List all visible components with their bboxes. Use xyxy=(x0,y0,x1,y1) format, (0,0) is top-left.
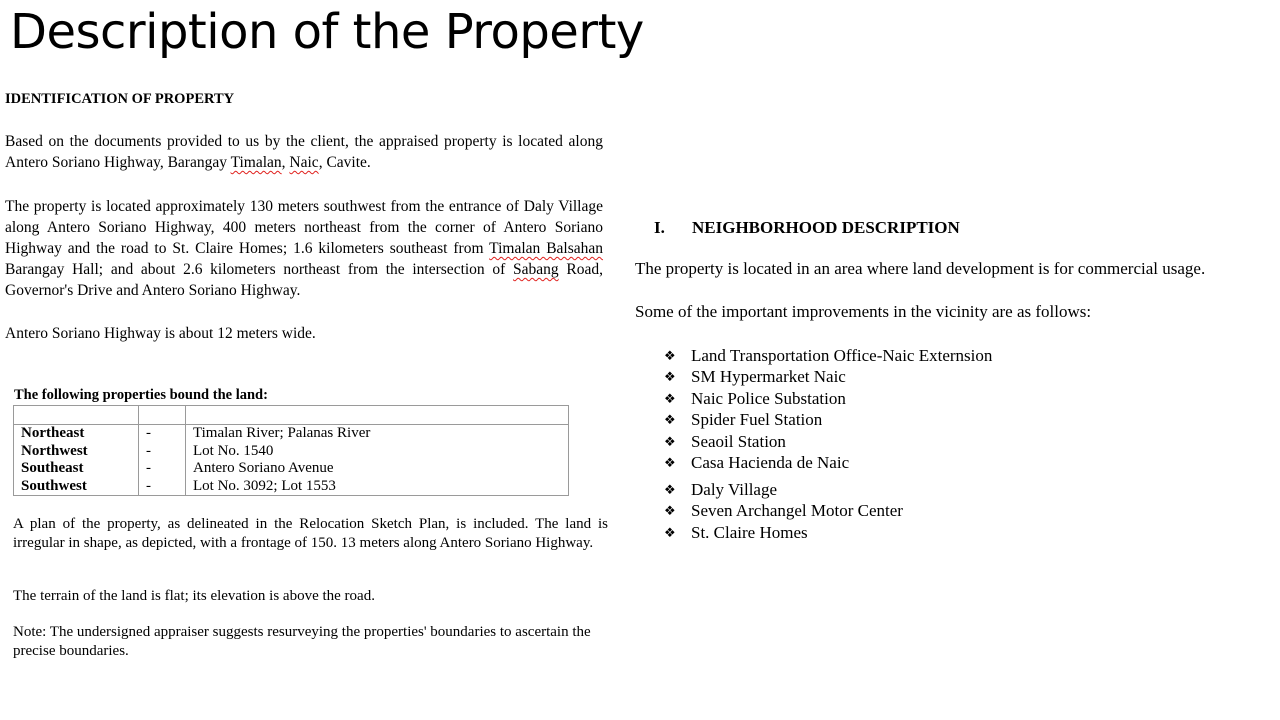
bounds-title: The following properties bound the land: xyxy=(14,387,268,403)
list-item: ❖ St. Claire Homes xyxy=(664,522,808,542)
improvements-intro: Some of the important improvements in the vicinity are as follows: xyxy=(635,302,1092,321)
diamond-bullet-icon: ❖ xyxy=(664,455,676,471)
diamond-bullet-icon: ❖ xyxy=(664,348,676,363)
plan-paragraph: A plan of the property, as delineated in the Relocation Sketch Plan, is included. The land is irregular in shape, as depicted, with a frontage of 150. 13 meters along Antero Soriano Highway. xyxy=(13,516,608,551)
bound-value: Antero Soriano Avenue xyxy=(193,460,334,476)
bound-dash: - xyxy=(146,477,151,494)
identification-heading: IDENTIFICATION OF PROPERTY xyxy=(5,91,235,107)
bound-dash: - xyxy=(146,442,151,459)
list-item: ❖ Naic Police Substation xyxy=(664,388,846,408)
list-item: ❖ Casa Hacienda de Naic xyxy=(664,453,850,473)
spellcheck-word: Timalan xyxy=(230,154,282,171)
bound-dash: - xyxy=(146,460,151,476)
bound-direction: Northeast xyxy=(21,425,85,441)
list-item: ❖ Spider Fuel Station xyxy=(664,410,823,430)
bound-direction: Southwest xyxy=(21,477,87,494)
note-paragraph: Note: The undersigned appraiser suggests resurveying the properties' boundaries to ascertain the precise boundaries. xyxy=(13,624,591,659)
slide-title: Description of the Property xyxy=(10,4,644,60)
terrain-paragraph: The terrain of the land is flat; its elevation is above the road. xyxy=(13,588,375,604)
neighborhood-heading: NEIGHBORHOOD DESCRIPTION xyxy=(692,218,960,237)
bounds-table xyxy=(13,405,569,496)
list-item: ❖ Seven Archangel Motor Center xyxy=(664,501,903,521)
spellcheck-word: Sabang xyxy=(513,261,559,278)
diamond-bullet-icon: ❖ xyxy=(664,524,676,540)
diamond-bullet-icon: ❖ xyxy=(664,412,676,428)
spellcheck-word: Naic xyxy=(289,154,319,171)
list-item: ❖ Land Transportation Office-Naic Externsion xyxy=(664,346,993,365)
diamond-bullet-icon: ❖ xyxy=(664,482,676,497)
identification-paragraph-1: Based on the documents provided to us by the client, the appraised property is located along Antero Soriano Highway, Barangay Timalan, Naic, Cavite. xyxy=(5,133,603,171)
list-item: ❖ SM Hypermarket Naic xyxy=(664,367,846,387)
improvements-list-continued xyxy=(664,479,903,543)
neighborhood-paragraph: The property is located in an area where land development is for commercial usage. xyxy=(635,259,1206,278)
road-width-text: Antero Soriano Highway is about 12 meters wide. xyxy=(5,325,316,342)
bound-direction: Southeast xyxy=(21,460,84,476)
bound-direction: Northwest xyxy=(21,442,88,459)
list-item: ❖ Seaoil Station xyxy=(664,431,786,451)
neighborhood-number: I. xyxy=(654,218,665,237)
diamond-bullet-icon: ❖ xyxy=(664,369,676,385)
spellcheck-word: Timalan Balsahan xyxy=(489,240,604,257)
diamond-bullet-icon: ❖ xyxy=(664,503,676,519)
bound-value: Lot No. 3092; Lot 1553 xyxy=(193,477,336,494)
bound-dash: - xyxy=(146,425,151,441)
diamond-bullet-icon: ❖ xyxy=(664,433,676,449)
bound-value: Lot No. 1540 xyxy=(193,442,274,459)
improvements-list xyxy=(664,345,992,473)
identification-paragraph-2: The property is located approximately 130 meters southwest from the entrance of Daly Village along Antero Soriano Highway, 400 meters northeast from the corner of Antero Soriano Highway and the road to St. Claire Homes; 1.6 kilometers southeast from Timalan Balsahan Barangay Hall; and about 2.6 kilometers northeast from the intersection of Sabang Road, Governor's Drive and Antero Soriano Highway. xyxy=(5,198,604,299)
bound-value: Timalan River; Palanas River xyxy=(193,425,371,441)
list-item: ❖ Daly Village xyxy=(664,480,778,499)
diamond-bullet-icon: ❖ xyxy=(664,390,676,406)
